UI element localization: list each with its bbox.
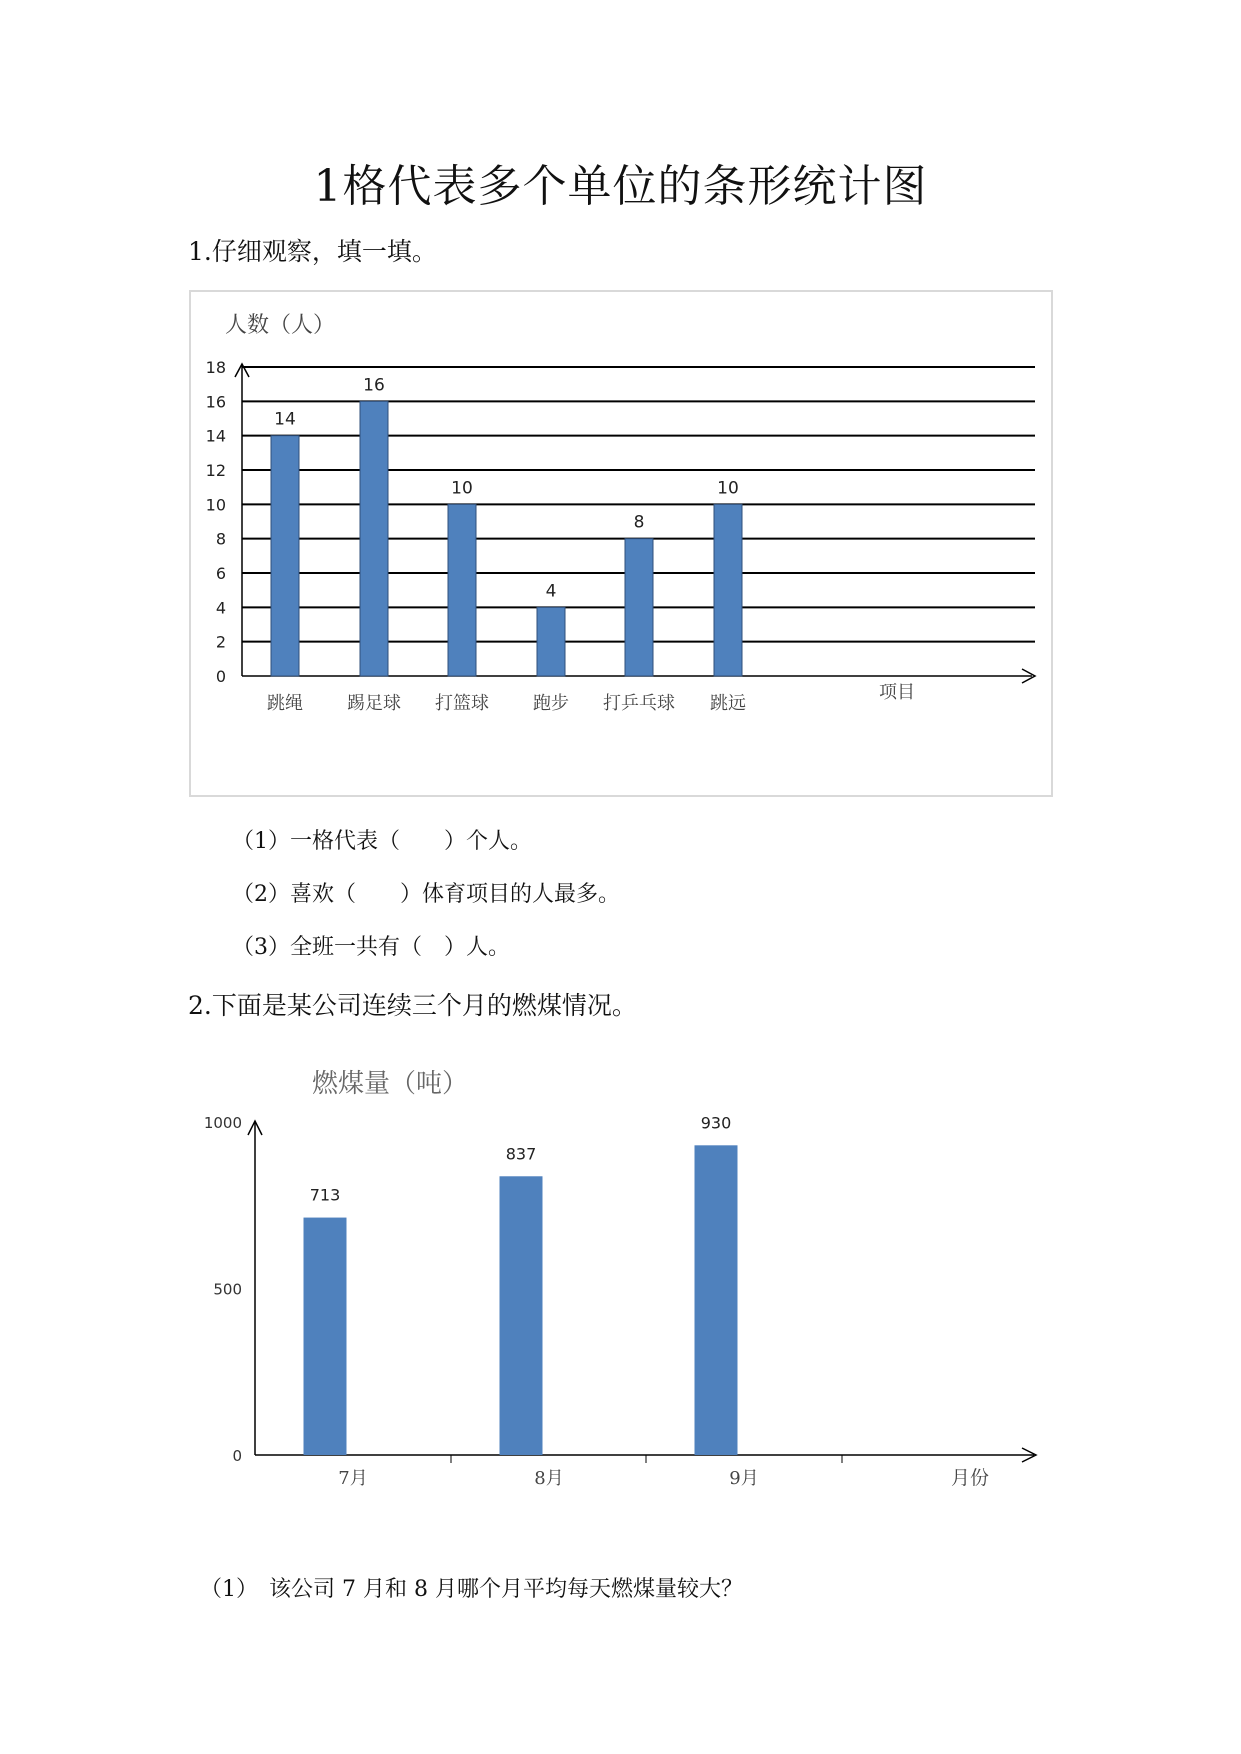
bar-value-label: 8 (633, 512, 645, 533)
y-tick-label: 18 (205, 358, 226, 377)
question-1-heading: 1.仔细观察，填一填。 (188, 237, 437, 266)
bar-value-label: 4 (545, 581, 557, 602)
chart-1-frame (189, 290, 1053, 797)
x-axis-title: 月份 (950, 1467, 990, 1489)
x-axis-title: 项目 (879, 682, 915, 703)
y-tick-label: 14 (205, 426, 226, 446)
x-axis-arrow (1022, 1448, 1036, 1462)
y-tick-label: 1000 (203, 1114, 242, 1132)
question-2-item-1: （1） 该公司 7 月和 8 月哪个月平均每天燃煤量较大？ (200, 1577, 743, 1602)
y-tick-label: 2 (215, 632, 226, 652)
x-tick-label: 9月 (729, 1468, 759, 1489)
y-axis-title: 人数（人） (225, 313, 336, 338)
y-tick-label: 12 (205, 461, 226, 480)
bar-2 (500, 1176, 543, 1455)
question-1-item-3: （3）全班一共有（ ）人。 (232, 935, 510, 960)
bar-1 (304, 1218, 347, 1455)
bar-value-label: 10 (451, 478, 473, 499)
y-axis-arrow (248, 1121, 262, 1135)
x-tick-label: 打乒乓球 (603, 693, 675, 714)
x-tick-label: 跑步 (533, 693, 569, 714)
question-2-heading: 2.下面是某公司连续三个月的燃煤情况。 (188, 991, 637, 1020)
bar-value-label: 14 (274, 409, 296, 430)
y-tick-label: 6 (215, 564, 226, 583)
bar-value-label: 713 (309, 1185, 341, 1205)
x-tick-label: 跳绳 (267, 693, 303, 714)
bar-3 (695, 1145, 738, 1455)
y-tick-label: 500 (213, 1280, 242, 1299)
y-tick-label: 8 (215, 529, 226, 549)
x-tick-label: 8月 (534, 1468, 564, 1489)
bar-value-label: 930 (700, 1113, 732, 1133)
bar-value-label: 16 (363, 375, 385, 396)
x-tick-label: 7月 (338, 1468, 368, 1489)
bar-value-label: 837 (505, 1144, 537, 1164)
y-tick-label: 10 (205, 495, 226, 515)
page-title: 1格代表多个单位的条形统计图 (313, 161, 928, 212)
y-axis-title: 燃煤量（吨） (312, 1069, 469, 1099)
x-tick-label: 打篮球 (435, 693, 489, 714)
y-tick-label: 4 (215, 598, 226, 618)
y-tick-label: 0 (215, 667, 226, 686)
x-tick-label: 跳远 (710, 693, 746, 714)
y-tick-label: 16 (205, 392, 226, 412)
y-tick-label: 0 (232, 1447, 242, 1465)
x-tick-label: 踢足球 (347, 693, 401, 714)
bar-value-label: 10 (717, 478, 739, 499)
question-1-item-1: （1）一格代表（ ）个人。 (232, 829, 532, 854)
question-1-item-2: （2）喜欢（ ）体育项目的人最多。 (232, 882, 620, 907)
